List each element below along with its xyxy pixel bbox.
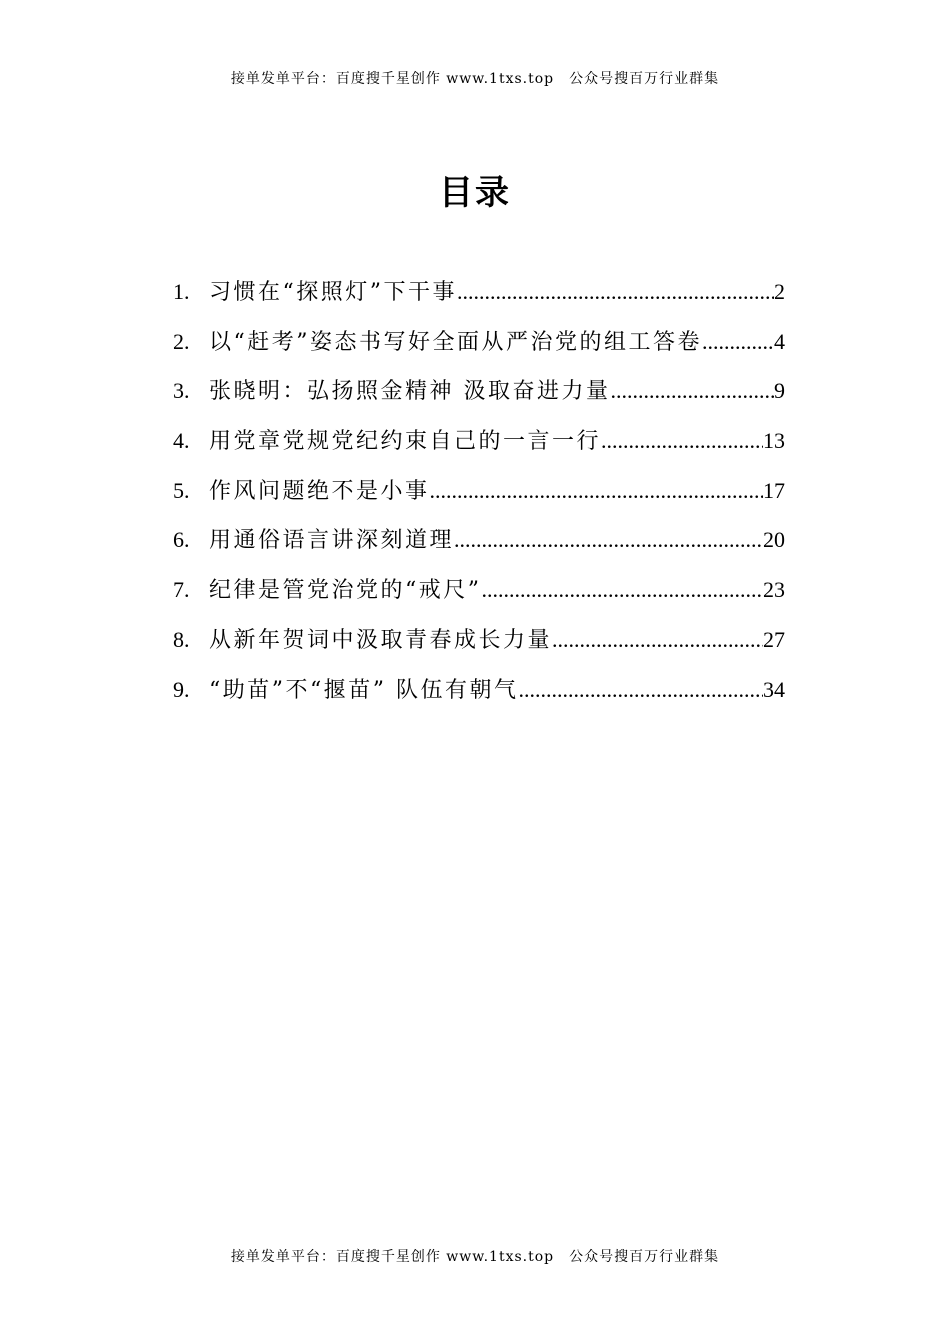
toc-dot-leader <box>518 668 763 712</box>
toc-dot-leader <box>702 320 774 364</box>
toc-entry-page: 2 <box>774 279 785 304</box>
toc-entry[interactable] <box>173 320 785 370</box>
toc-dot-leader <box>482 568 764 612</box>
toc-entry[interactable] <box>173 369 785 419</box>
toc-entry-page: 23 <box>763 577 785 603</box>
toc-entry-page: 27 <box>763 626 785 652</box>
toc-entry-number: 5. <box>173 477 190 503</box>
toc-entry[interactable] <box>173 270 785 320</box>
toc-entry-title[interactable]: 以“赶考”姿态书写好全面从严治党的组工答卷 <box>209 329 702 355</box>
toc-entry-title[interactable]: 纪律是管党治党的“戒尺” <box>209 578 482 604</box>
toc-entry-number: 3. <box>173 378 190 404</box>
toc-entry-title[interactable]: 用通俗语言讲深刻道理 <box>209 528 455 554</box>
toc-entry[interactable] <box>173 618 785 668</box>
toc-entry-title[interactable]: 张晓明：弘扬照金精神 汲取奋进力量 <box>209 379 611 405</box>
page-title: 目录 <box>439 173 511 213</box>
toc-entry[interactable] <box>173 668 785 718</box>
toc-entry-number: 2. <box>173 328 190 354</box>
toc-entry-title[interactable]: “助苗”不“揠苗” 队伍有朝气 <box>209 677 519 703</box>
toc-dot-leader <box>552 618 763 662</box>
toc-dot-leader <box>457 270 774 314</box>
toc-dot-leader <box>454 518 763 562</box>
toc-entry[interactable] <box>173 419 785 469</box>
toc-entry-number: 4. <box>173 428 190 454</box>
toc-entry-title[interactable]: 作风问题绝不是小事 <box>209 478 430 504</box>
toc-entry[interactable] <box>173 568 785 618</box>
toc-entry-page: 9 <box>774 378 785 404</box>
toc-entry-page: 20 <box>763 527 785 553</box>
toc-dot-leader <box>611 369 775 413</box>
toc-entry-title[interactable]: 习惯在“探照灯”下干事 <box>209 280 457 305</box>
toc-entry[interactable] <box>173 469 785 519</box>
toc-entry-number: 1. <box>173 279 190 304</box>
toc-entry-page: 17 <box>763 477 785 503</box>
toc-entry-number: 8. <box>173 626 190 652</box>
toc-entry-number: 7. <box>173 577 190 603</box>
page-header: 接单发单平台：百度搜千星创作 www.1txs.top 公众号搜百万行业群集 <box>230 71 720 87</box>
table-of-contents <box>173 270 785 717</box>
toc-entry-page: 34 <box>763 676 785 702</box>
page-footer: 接单发单平台：百度搜千星创作 www.1txs.top 公众号搜百万行业群集 <box>230 1249 720 1265</box>
toc-entry[interactable] <box>173 518 785 568</box>
toc-entry-title[interactable]: 用党章党规党纪约束自己的一言一行 <box>209 429 602 455</box>
toc-entry-title[interactable]: 从新年贺词中汲取青春成长力量 <box>209 627 553 653</box>
toc-dot-leader <box>430 469 763 513</box>
toc-entry-number: 6. <box>173 527 190 553</box>
toc-dot-leader <box>601 419 763 463</box>
toc-entry-number: 9. <box>173 676 190 702</box>
toc-entry-page: 4 <box>774 328 785 354</box>
toc-entry-page: 13 <box>763 428 785 454</box>
